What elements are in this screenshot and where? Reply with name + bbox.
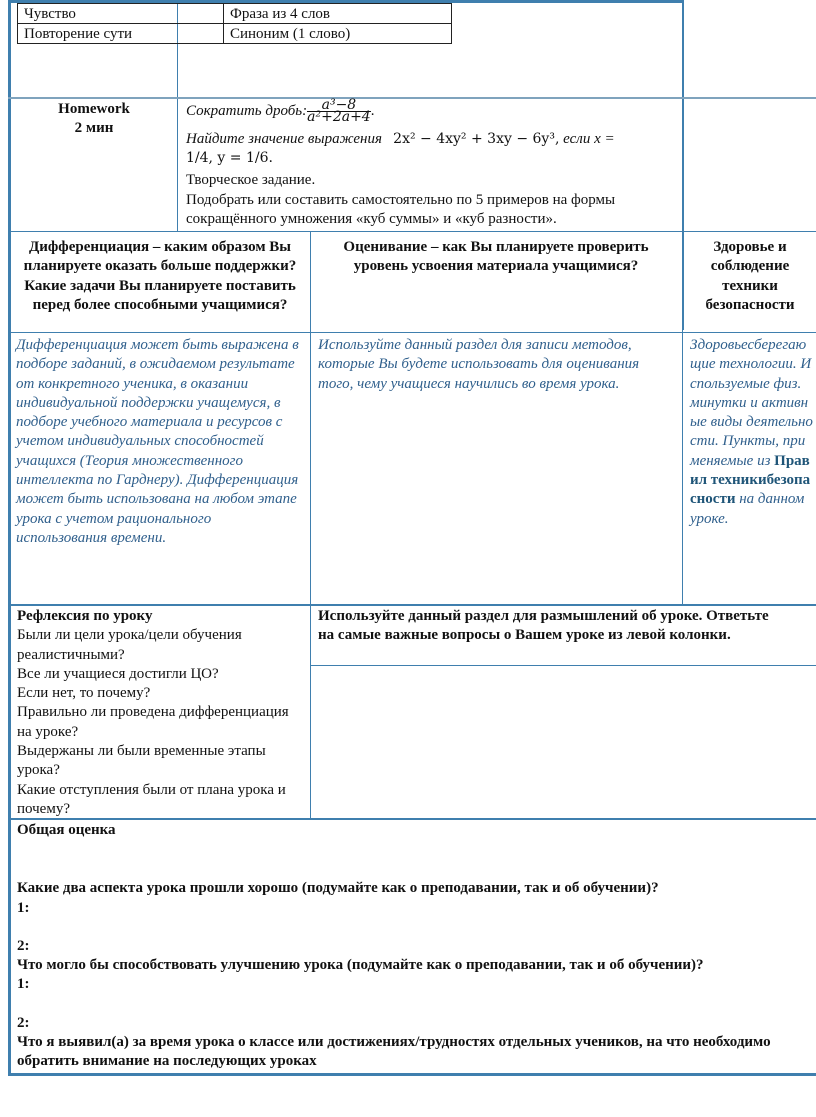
frame-left-border bbox=[8, 0, 11, 1075]
reflection-question: Были ли цели урока/цели обучения реалистичными? bbox=[17, 627, 242, 663]
task-simplify-fraction: Сократить дробь: $\frac{\text{a³−8}}{\text{a²+2a+4}}$ . bbox=[186, 97, 375, 125]
answer-label-1: 1: bbox=[17, 899, 30, 916]
guidance-differentiation: Дифференциация может быть выражена в подборе заданий, в ожидаемом результате от конкретного ученика, в оказании индивидуальной поддержки учащемуся, в подборе учебного материала и ресурсов с учетом индивидуальных способностей учащихся (Теория множественного интеллекта по Гарднеру). Дифференциация может быть использована на любом этапе урока с учетом рационального использования времени. bbox=[16, 337, 299, 546]
col-divider-health bbox=[682, 232, 683, 604]
task2-values: 1/4, y = 1/6. bbox=[186, 150, 273, 167]
row-divider-homework bbox=[8, 97, 816, 99]
homework-title: Homework bbox=[58, 101, 130, 117]
reflection-instruction: Используйте данный раздел для размышлений об уроке. Ответьте на самые важные вопросы о Вашем уроке из левой колонки. bbox=[318, 608, 769, 644]
homework-duration: 2 мин bbox=[74, 120, 114, 137]
reflection-answer-area[interactable] bbox=[311, 666, 816, 818]
health-text-part1: Здоровьесберегающие технологии. Используемые физ. минутки и активные виды деятельности. Пункты, применяемые из bbox=[690, 337, 813, 469]
spacer bbox=[17, 840, 807, 879]
guidance-assessment: Используйте данный раздел для записи методов, которые Вы будете использовать для оценивания того, чему учащиеся научились во время урока. bbox=[318, 337, 640, 392]
answer-label-1: 1: bbox=[17, 976, 30, 993]
summary-title: Общая оценка bbox=[17, 822, 116, 838]
homework-content bbox=[186, 97, 678, 229]
header-assessment: Оценивание – как Вы планируете проверить уровень усвоения материала учащимися? bbox=[343, 239, 649, 275]
reflection-question: Если нет, то почему? bbox=[17, 685, 151, 702]
row-divider-headers bbox=[8, 231, 816, 232]
spacer bbox=[17, 995, 807, 1014]
reflection-question: Какие отступления были от плана урока и почему? bbox=[17, 781, 286, 817]
feedback-criteria-table bbox=[17, 3, 452, 44]
summary-section bbox=[17, 821, 807, 1072]
row-divider-guidance bbox=[8, 332, 816, 333]
fraction: $\frac{\text{a³−8}}{\text{a²+2a+4}}$ bbox=[307, 97, 371, 125]
answer-label-2: 2: bbox=[17, 1014, 30, 1031]
guidance-health bbox=[690, 336, 814, 529]
task1-prefix: Сократить дробь: bbox=[186, 102, 308, 119]
reflection-title: Рефлексия по уроку bbox=[17, 608, 153, 624]
spacer bbox=[17, 918, 807, 937]
task-evaluate-expression bbox=[186, 130, 678, 149]
criteria-cell: Чувство bbox=[18, 4, 224, 24]
header-health-safety: Здоровье и соблюдение техники безопасности bbox=[705, 239, 795, 313]
answer-label-2: 2: bbox=[17, 937, 30, 954]
criteria-cell: Повторение сути bbox=[18, 24, 224, 44]
row-divider-reflection bbox=[8, 604, 816, 606]
creative-task-title: Творческое задание. bbox=[186, 172, 316, 189]
header-differentiation: Дифференциация – каким образом Вы планируете оказать больше поддержки? Какие задачи Вы планируете поставить перед более способными учащимися? bbox=[23, 239, 297, 313]
criteria-value-cell: Синоним (1 слово) bbox=[224, 24, 452, 44]
task2-prefix: Найдите значение выражения bbox=[186, 131, 382, 147]
frame-bottom-border bbox=[8, 1073, 816, 1076]
safety-rules-link: Правил техникибезопасности bbox=[690, 452, 811, 508]
reflection-questions bbox=[17, 607, 307, 819]
homework-label bbox=[11, 100, 177, 139]
criteria-value-cell: Фраза из 4 слов bbox=[224, 4, 452, 24]
table-row bbox=[18, 24, 452, 44]
task2-expression: 2x² − 4xy² + 3xy − 6y³, bbox=[393, 131, 560, 147]
task2-condition: если x = bbox=[563, 131, 615, 147]
reflection-question: Все ли учащиеся достигли ЦО? bbox=[17, 665, 219, 682]
reflection-question: Правильно ли проведена дифференциация на уроке? bbox=[17, 704, 289, 740]
summary-question-observations: Что я выявил(а) за время урока о классе или достижениях/трудностях отдельных учеников, на что необходимо обратить внимание на последующих уроках bbox=[17, 1034, 771, 1070]
creative-task-text: Подобрать или составить самостоятельно по 5 примеров на формы сокращённого умножения «куб суммы» и «куб разности». bbox=[186, 191, 616, 227]
reflection-question: Выдержаны ли были временные этапы урока? bbox=[17, 743, 266, 779]
summary-question-improve: Что могло бы способствовать улучшению урока (подумайте как о преподавании, так и об обучении)? bbox=[17, 957, 704, 974]
table-row bbox=[18, 4, 452, 24]
health-text-part2: на данном уроке. bbox=[690, 491, 805, 527]
summary-question-went-well: Какие два аспекта урока прошли хорошо (подумайте как о преподавании, так и об обучении)? bbox=[17, 880, 659, 897]
